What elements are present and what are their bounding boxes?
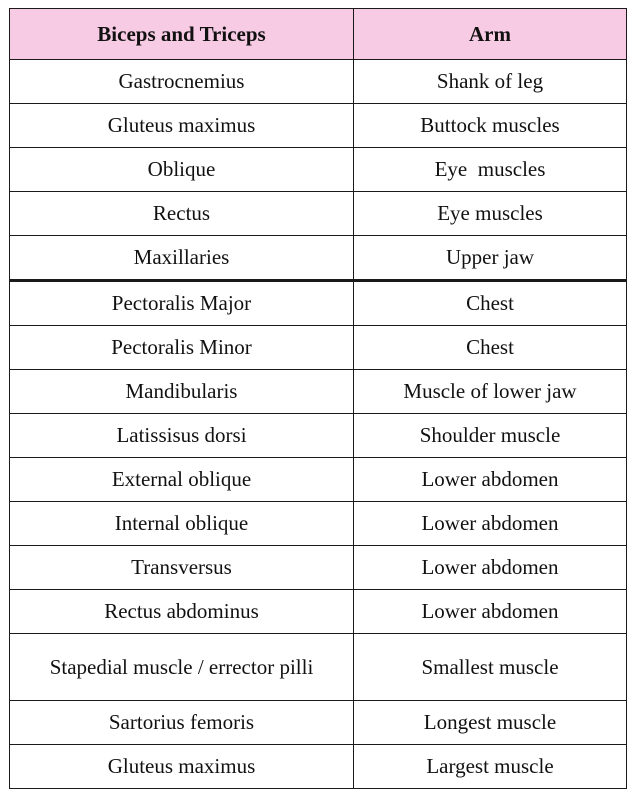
table-row	[10, 60, 627, 104]
muscle-location-cell: Smallest muscle	[354, 634, 627, 701]
table-row	[10, 148, 627, 192]
muscle-location-cell: Upper jaw	[354, 236, 627, 281]
muscle-name-cell: Rectus	[10, 192, 354, 236]
muscle-name-cell: Rectus abdominus	[10, 590, 354, 634]
table-row	[10, 281, 627, 326]
table-row	[10, 104, 627, 148]
muscle-name-cell: External oblique	[10, 458, 354, 502]
column-header-muscle: Biceps and Triceps	[10, 9, 354, 60]
table-row	[10, 590, 627, 634]
table-row	[10, 546, 627, 590]
muscle-location-cell: Eye muscles	[354, 148, 627, 192]
muscle-name-cell: Gluteus maximus	[10, 745, 354, 789]
table-row	[10, 634, 627, 701]
muscle-name-cell: Stapedial muscle / errector pilli	[10, 634, 354, 701]
muscle-name-cell: Mandibularis	[10, 370, 354, 414]
muscle-name-cell: Pectoralis Major	[10, 281, 354, 326]
muscle-location-cell: Chest	[354, 281, 627, 326]
muscle-location-cell: Longest muscle	[354, 701, 627, 745]
muscle-name-cell: Sartorius femoris	[10, 701, 354, 745]
muscle-location-cell: Lower abdomen	[354, 546, 627, 590]
table-row	[10, 414, 627, 458]
muscle-location-cell: Lower abdomen	[354, 590, 627, 634]
table-row	[10, 502, 627, 546]
column-header-location: Arm	[354, 9, 627, 60]
muscle-location-cell: Buttock muscles	[354, 104, 627, 148]
table-row	[10, 701, 627, 745]
muscle-location-cell: Eye muscles	[354, 192, 627, 236]
muscle-name-cell: Maxillaries	[10, 236, 354, 281]
table-row	[10, 326, 627, 370]
muscle-name-cell: Transversus	[10, 546, 354, 590]
table-row	[10, 236, 627, 281]
muscle-location-cell: Largest muscle	[354, 745, 627, 789]
muscle-name-cell: Oblique	[10, 148, 354, 192]
muscle-location-cell: Shoulder muscle	[354, 414, 627, 458]
muscle-location-cell: Chest	[354, 326, 627, 370]
table-row	[10, 370, 627, 414]
muscle-name-cell: Gluteus maximus	[10, 104, 354, 148]
muscle-name-cell: Gastrocnemius	[10, 60, 354, 104]
table-row	[10, 192, 627, 236]
muscle-table	[9, 8, 627, 789]
table-row	[10, 745, 627, 789]
muscle-name-cell: Pectoralis Minor	[10, 326, 354, 370]
muscle-location-cell: Shank of leg	[354, 60, 627, 104]
table-row	[10, 458, 627, 502]
muscle-name-cell: Latissisus dorsi	[10, 414, 354, 458]
header-row	[10, 9, 627, 60]
muscle-location-cell: Lower abdomen	[354, 502, 627, 546]
muscle-location-cell: Muscle of lower jaw	[354, 370, 627, 414]
muscle-name-cell: Internal oblique	[10, 502, 354, 546]
muscle-location-cell: Lower abdomen	[354, 458, 627, 502]
